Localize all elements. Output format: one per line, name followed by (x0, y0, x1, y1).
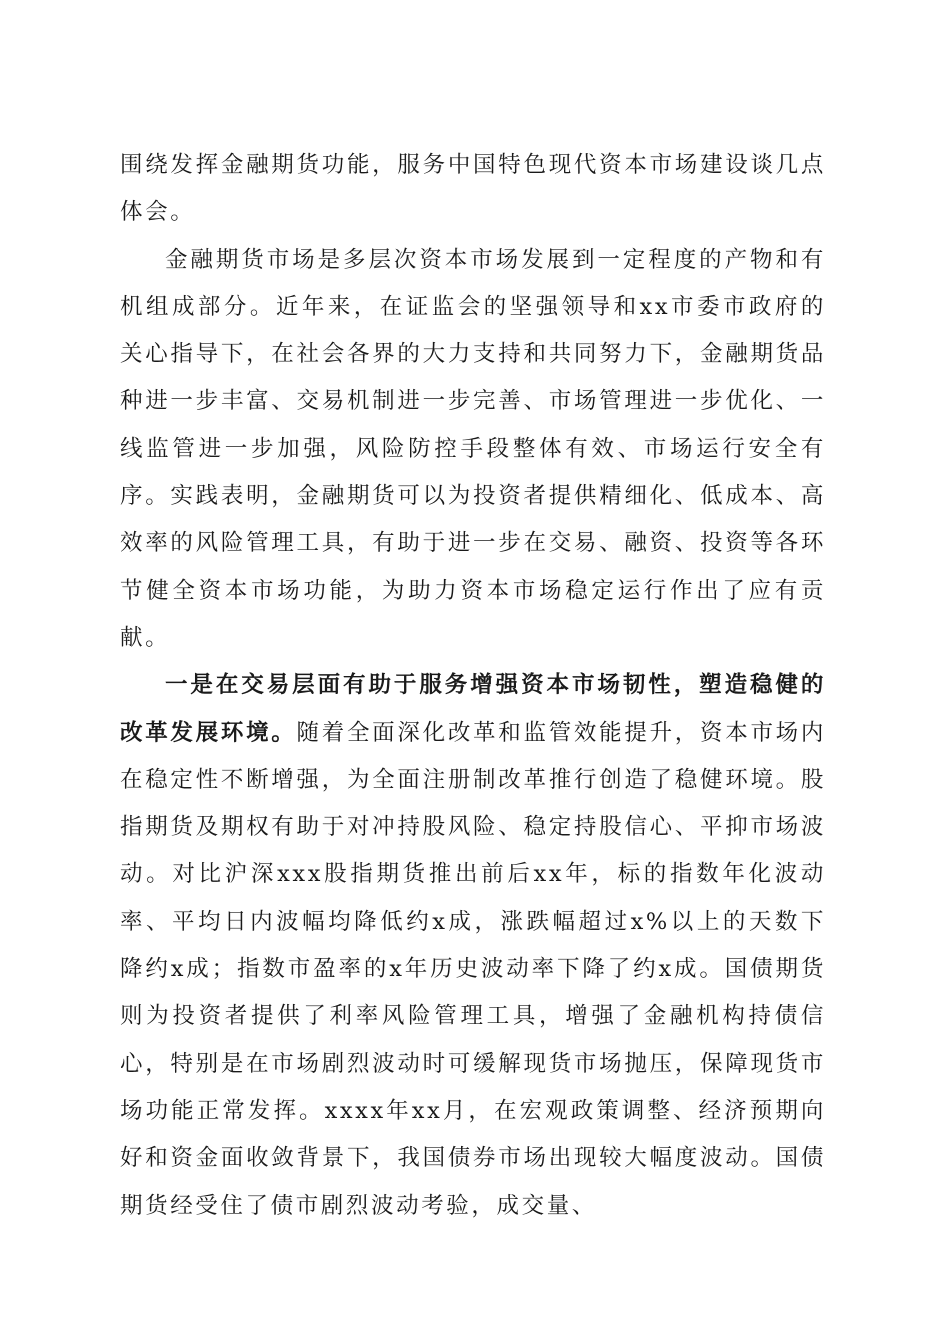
paragraph-text: 围绕发挥金融期货功能，服务中国特色现代资本市场建设谈几点体会。 (120, 152, 826, 226)
paragraph-text: 随着全面深化改革和监管效能提升，资本市场内在稳定性不断增强，为全面注册制改革推行创造了稳健环境。股指期货及期权有助于对冲持股风险、稳定持股信心、平抑市场波动。对比沪深xxx股指期货推出前后xx年，标的指数年化波动率、平均日内波幅均降低约x成，涨跌幅超过x%以上的天数下降约x成；指数市盈率的x年历史波动率下降了约x成。国债期货则为投资者提供了利率风险管理工具，增强了金融机构持债信心，特别是在市场剧烈波动时可缓解现货市场抛压，保障现货市场功能正常发挥。xxxx年xx月，在宏观政策调整、经济预期向好和资金面收敛背景下，我国债券市场出现较大幅度波动。国债期货经受住了债市剧烈波动考验，成交量、 (120, 719, 826, 1219)
paragraph-continuation (120, 142, 826, 237)
document-body (120, 142, 826, 1230)
paragraph-point-one (120, 662, 826, 1230)
paragraph-lead-heading: 一是在交易层面有助于服务增强资本市场韧性，塑造稳健的改革发展环境。 (120, 672, 826, 746)
paragraph-text: 金融期货市场是多层次资本市场发展到一定程度的产物和有机组成部分。近年来，在证监会的坚强领导和xx市委市政府的关心指导下，在社会各界的大力支持和共同努力下，金融期货品种进一步丰富、交易机制进一步完善、市场管理进一步优化、一线监管进一步加强，风险防控手段整体有效、市场运行安全有序。实践表明，金融期货可以为投资者提供精细化、低成本、高效率的风险管理工具，有助于进一步在交易、融资、投资等各环节健全资本市场功能，为助力资本市场稳定运行作出了应有贡献。 (120, 246, 826, 651)
paragraph-financial-futures-intro (120, 237, 826, 663)
